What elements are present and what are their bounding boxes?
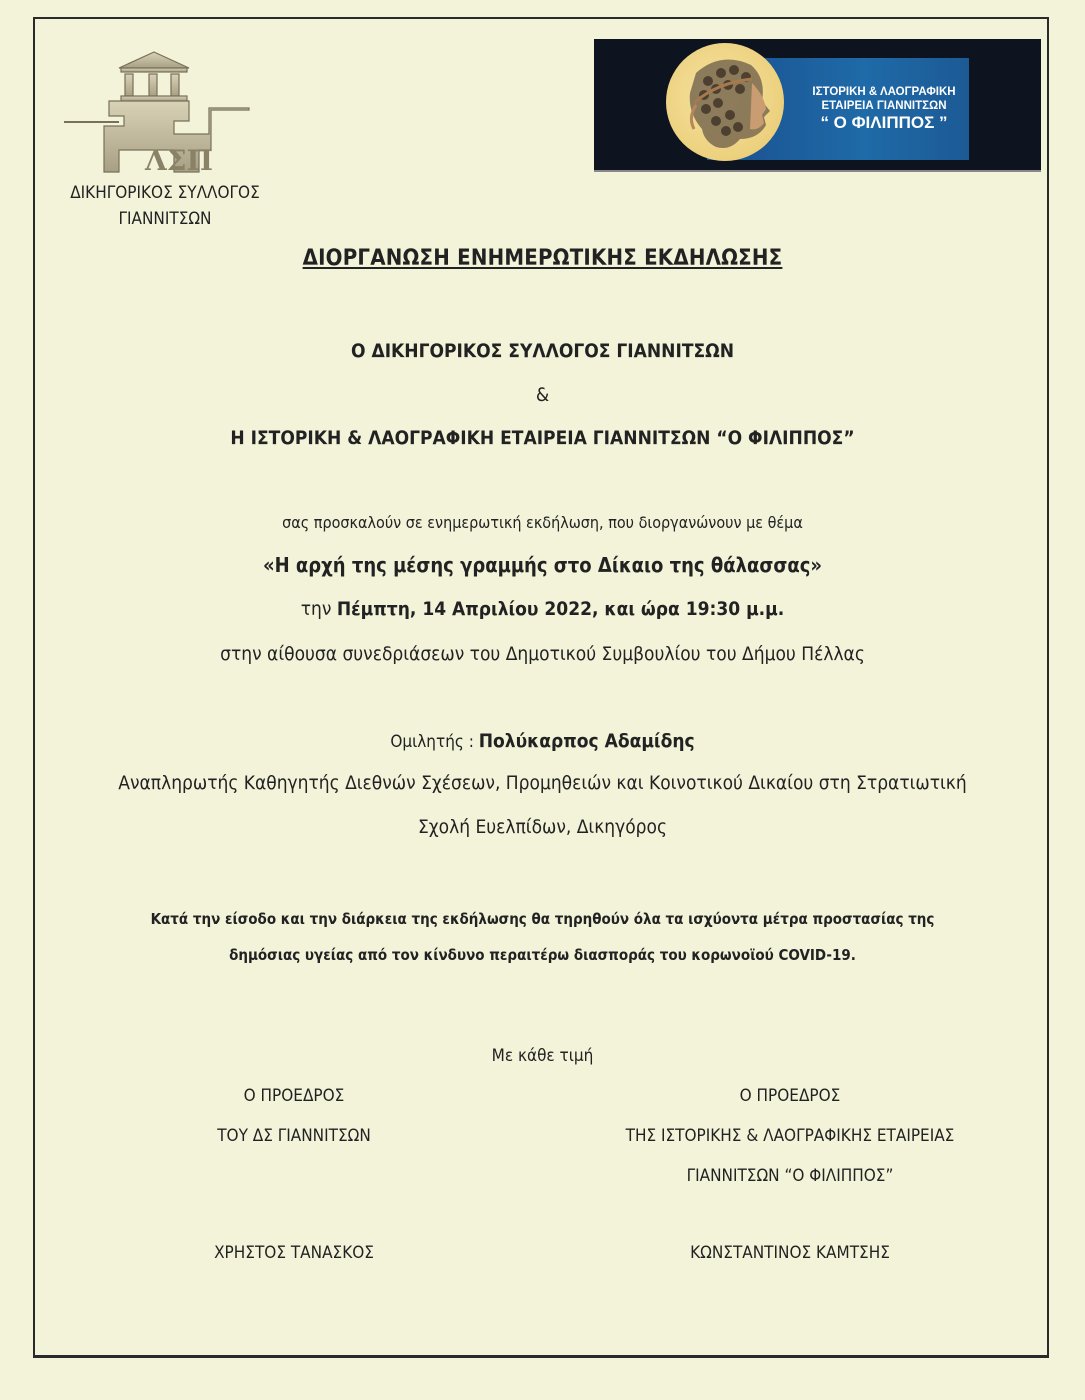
speaker [0, 730, 1085, 752]
svg-text:ΛΣΠ: ΛΣΠ [145, 144, 213, 177]
covid-notice-line-1: Κατά την είσοδο και την διάρκεια της εκδήλωσης θα τηρηθούν όλα τα ισχύοντα μέτρα προστασίας της [150, 910, 935, 928]
banner-line-3: “ Ο ΦΙΛΙΠΠΟΣ ” [820, 113, 948, 132]
historical-society-banner [594, 39, 1041, 172]
signature-right [570, 1076, 1010, 1196]
signature-right-org-line-1: ΤΗΣ ΙΣΤΟΡΙΚΗΣ & ΛΑΟΓΡΑΦΙΚΗΣ ΕΤΑΙΡΕΙΑΣ [625, 1126, 955, 1146]
closing-regards: Με κάθε τιμή [491, 1046, 594, 1066]
organizer-first: Ο ΔΙΚΗΓΟΡΙΚΟΣ ΣΥΛΛΟΓΟΣ ΓΙΑΝΝΙΤΣΩΝ [350, 340, 735, 362]
caption-line-1: ΔΙΚΗΓΟΡΙΚΟΣ ΣΥΛΛΟΓΟΣ [70, 183, 260, 203]
organizer-second: Η ΙΣΤΟΡΙΚΗ & ΛΑΟΓΡΑΦΙΚΗ ΕΤΑΙΡΕΙΑ ΓΙΑΝΝΙΤΣΩΝ “Ο ΦΙΛΙΠΠΟΣ” [230, 427, 855, 449]
event-venue: στην αίθουσα συνεδριάσεων του Δημοτικού Συμβουλίου του Δήμου Πέλλας [220, 643, 865, 665]
organizer-ampersand: & [535, 384, 550, 406]
caption-line-2: ΓΙΑΝΝΙΤΣΩΝ [118, 209, 212, 229]
event-date [0, 598, 1085, 620]
covid-notice-line-2: δημόσιας υγείας από τον κίνδυνο περαιτέρω διασποράς του κορωνοϊού COVID-19. [229, 946, 856, 964]
signature-left-name: ΧΡΗΣΤΟΣ ΤΑΝΑΣΚΟΣ [214, 1243, 374, 1263]
speaker-label: Ομιλητής : [390, 732, 479, 752]
philip-coin-icon [666, 43, 784, 161]
banner-line-1: ΙΣΤΟΡΙΚΗ & ΛΑΟΓΡΑΦΙΚΗ [812, 86, 956, 98]
page-title: ΔΙΟΡΓΑΝΩΣΗ ΕΝΗΜΕΡΩΤΙΚΗΣ ΕΚΔΗΛΩΣΗΣ [302, 246, 783, 271]
signature-left-org: ΤΟΥ ΔΣ ΓΙΑΝΝΙΤΣΩΝ [217, 1126, 371, 1146]
event-topic: «Η αρχή της μέσης γραμμής στο Δίκαιο της θάλασσας» [262, 553, 823, 577]
speaker-name: Πολύκαρπος Αδαμίδης [478, 730, 695, 752]
banner-line-2: ΕΤΑΙΡΕΙΑ ΓΙΑΝΝΙΤΣΩΝ [821, 100, 947, 112]
signature-right-org-line-2: ΓΙΑΝΝΙΤΣΩΝ “Ο ΦΙΛΙΠΠΟΣ” [686, 1166, 894, 1186]
speaker-role-line-2: Σχολή Ευελπίδων, Δικηγόρος [417, 816, 668, 838]
date-value: Πέμπτη, 14 Απριλίου 2022, και ώρα 19:30 μ.μ. [336, 598, 785, 620]
speaker-role-line-1: Αναπληρωτής Καθηγητής Διεθνών Σχέσεων, Προμηθειών και Κοινοτικού Δικαίου στη Στρατιωτική [118, 772, 967, 794]
covid-notice [0, 901, 1085, 973]
date-prefix: την [300, 598, 337, 620]
signature-right-title: Ο ΠΡΟΕΔΡΟΣ [739, 1086, 841, 1106]
signature-right-name: ΚΩΝΣΤΑΝΤΙΝΟΣ ΚΑΜΤΣΗΣ [690, 1243, 890, 1263]
bar-association-logo [55, 46, 285, 232]
signature-left-title: Ο ΠΡΟΕΔΡΟΣ [243, 1086, 345, 1106]
invitation-text: σας προσκαλούν σε ενημερωτική εκδήλωση, που διοργανώνουν με θέμα [282, 513, 803, 532]
courthouse-logo-icon [59, 46, 259, 178]
signature-left [160, 1076, 428, 1156]
bar-association-caption [55, 180, 275, 232]
banner-text [799, 85, 969, 133]
